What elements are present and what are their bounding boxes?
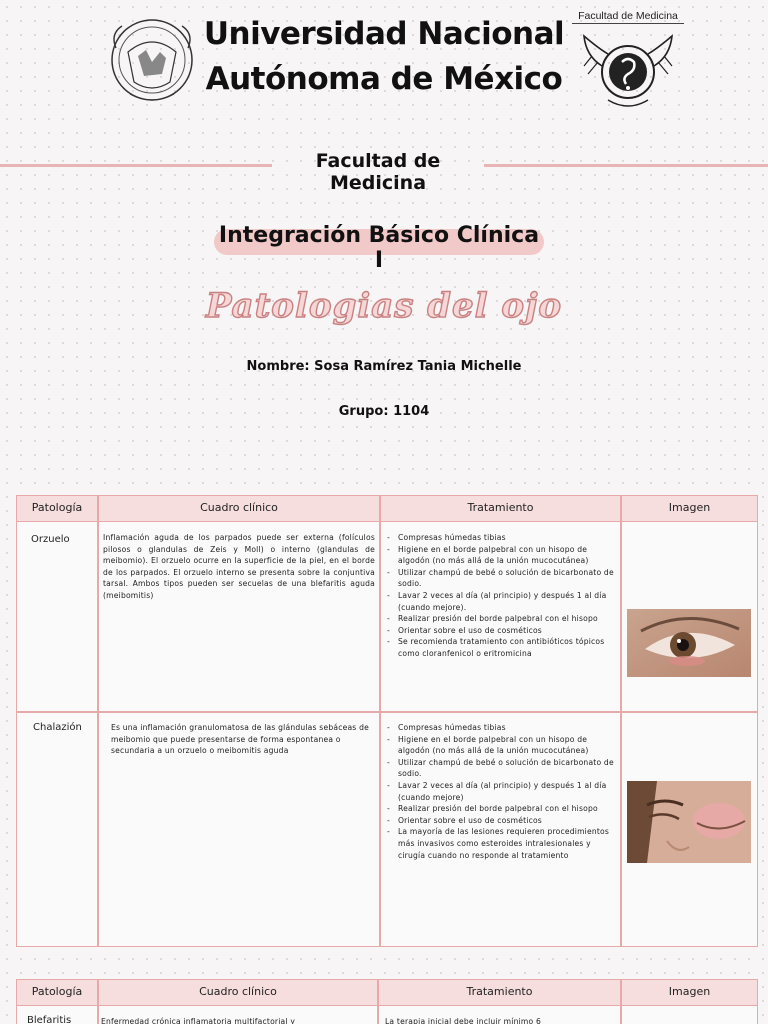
row-clinical-blefaritis: Enfermedad crónica inflamatoria multifactorial y bbox=[101, 1017, 296, 1024]
header-cuadro-clinico: Cuadro clínico bbox=[199, 985, 277, 998]
row-treatment-orzuelo bbox=[385, 532, 617, 660]
university-line-1: Universidad Nacional bbox=[203, 16, 565, 52]
list-item: - La mayoría de las lesiones requieren procedimientos más invasivos como esteroides intralesionales y cirugía cuando no responde al tratamiento bbox=[385, 826, 617, 861]
header-patologia: Patología bbox=[31, 501, 83, 514]
row-treatment-blefaritis: La terapia inicial debe incluir mínimo 6 bbox=[385, 1017, 541, 1024]
list-item: - Lavar 2 veces al día (al principio) y después 1 al día (cuando mejore). bbox=[385, 590, 617, 613]
divider-left bbox=[0, 164, 272, 167]
university-line-2: Autónoma de México bbox=[205, 61, 563, 97]
faculty-heading: Facultad de Medicina bbox=[315, 150, 441, 194]
row-clinical-chalazion: Es una inflamación granulomatosa de las glándulas sebáceas de meibomio que puede presentarse de forma espontanea o secundaria a un orzuelo o meibomitis aguda bbox=[111, 723, 369, 756]
divider-right bbox=[484, 164, 768, 167]
row-clinical-orzuelo: Inflamación aguda de los parpados puede ser externa (folículos pilosos o glandulas de Zeis y Moll) o interno (glandulas de meibomio). El orzuelo ocurre en la superficie de la piel, en el borde de los parpados. El orzuelo interno se presenta sobre la conjuntiva tarsal. Ambos tipos pueden ser secuelas de una blefaritis aguda (meibomitis) bbox=[103, 533, 375, 600]
eye-stye-photo-icon bbox=[627, 609, 751, 677]
student-name-row bbox=[160, 359, 608, 374]
list-item: - Orientar sobre el uso de cosméticos bbox=[385, 625, 617, 637]
header-cuadro-clinico: Cuadro clínico bbox=[200, 501, 278, 514]
group-row bbox=[260, 404, 508, 419]
topic-title: Patologias del ojo bbox=[205, 286, 563, 326]
header-patologia: Patología bbox=[31, 985, 83, 998]
row-name-orzuelo: Orzuelo bbox=[31, 534, 70, 545]
facultad-medicina-seal-icon bbox=[578, 26, 678, 112]
pathology-table bbox=[16, 495, 758, 947]
row-name-chalazion: Chalazión bbox=[33, 722, 82, 733]
name-value: Sosa Ramírez Tania Michelle bbox=[314, 359, 522, 374]
name-label: Nombre: bbox=[246, 359, 310, 374]
list-item: - Utilizar champú de bebé o solución de bicarbonato de sodio. bbox=[385, 567, 617, 590]
row-treatment-chalazion bbox=[385, 722, 617, 861]
course-title: Integración Básico Clínica I bbox=[218, 223, 540, 273]
list-item: - Higiene en el borde palpebral con un hisopo de algodón (no más allá de la unión mucocutánea) bbox=[385, 544, 617, 567]
unam-seal-icon bbox=[108, 12, 196, 110]
group-value: 1104 bbox=[393, 404, 430, 419]
list-item: - Higiene en el borde palpebral con un hisopo de algodón (no más allá de la unión mucocutánea) bbox=[385, 734, 617, 757]
list-item: - Lavar 2 veces al día (al principio) y después 1 al día (cuando mejore) bbox=[385, 780, 617, 803]
eye-chalazion-photo-icon bbox=[627, 781, 751, 863]
pathology-table-2 bbox=[16, 979, 758, 1024]
list-item: - Realizar presión del borde palpebral con el hisopo bbox=[385, 803, 617, 815]
header-imagen: Imagen bbox=[668, 985, 711, 998]
list-item: - Compresas húmedas tibias bbox=[385, 532, 617, 544]
list-item: - Compresas húmedas tibias bbox=[385, 722, 617, 734]
faculty-small-label: Facultad de Medicina bbox=[572, 10, 684, 24]
group-label: Grupo: bbox=[338, 404, 389, 419]
header-tratamiento: Tratamiento bbox=[467, 501, 534, 514]
list-item: - Utilizar champú de bebé o solución de bicarbonato de sodio. bbox=[385, 757, 617, 780]
list-item: - Orientar sobre el uso de cosméticos bbox=[385, 815, 617, 827]
header-imagen: Imagen bbox=[668, 501, 711, 514]
university-title bbox=[200, 12, 568, 102]
row-name-blefaritis: Blefaritis bbox=[27, 1015, 72, 1024]
list-item: - Realizar presión del borde palpebral con el hisopo bbox=[385, 613, 617, 625]
header-tratamiento: Tratamiento bbox=[466, 985, 533, 998]
list-item: - Se recomienda tratamiento con antibióticos tópicos como cloranfenicol o eritromicina bbox=[385, 636, 617, 659]
